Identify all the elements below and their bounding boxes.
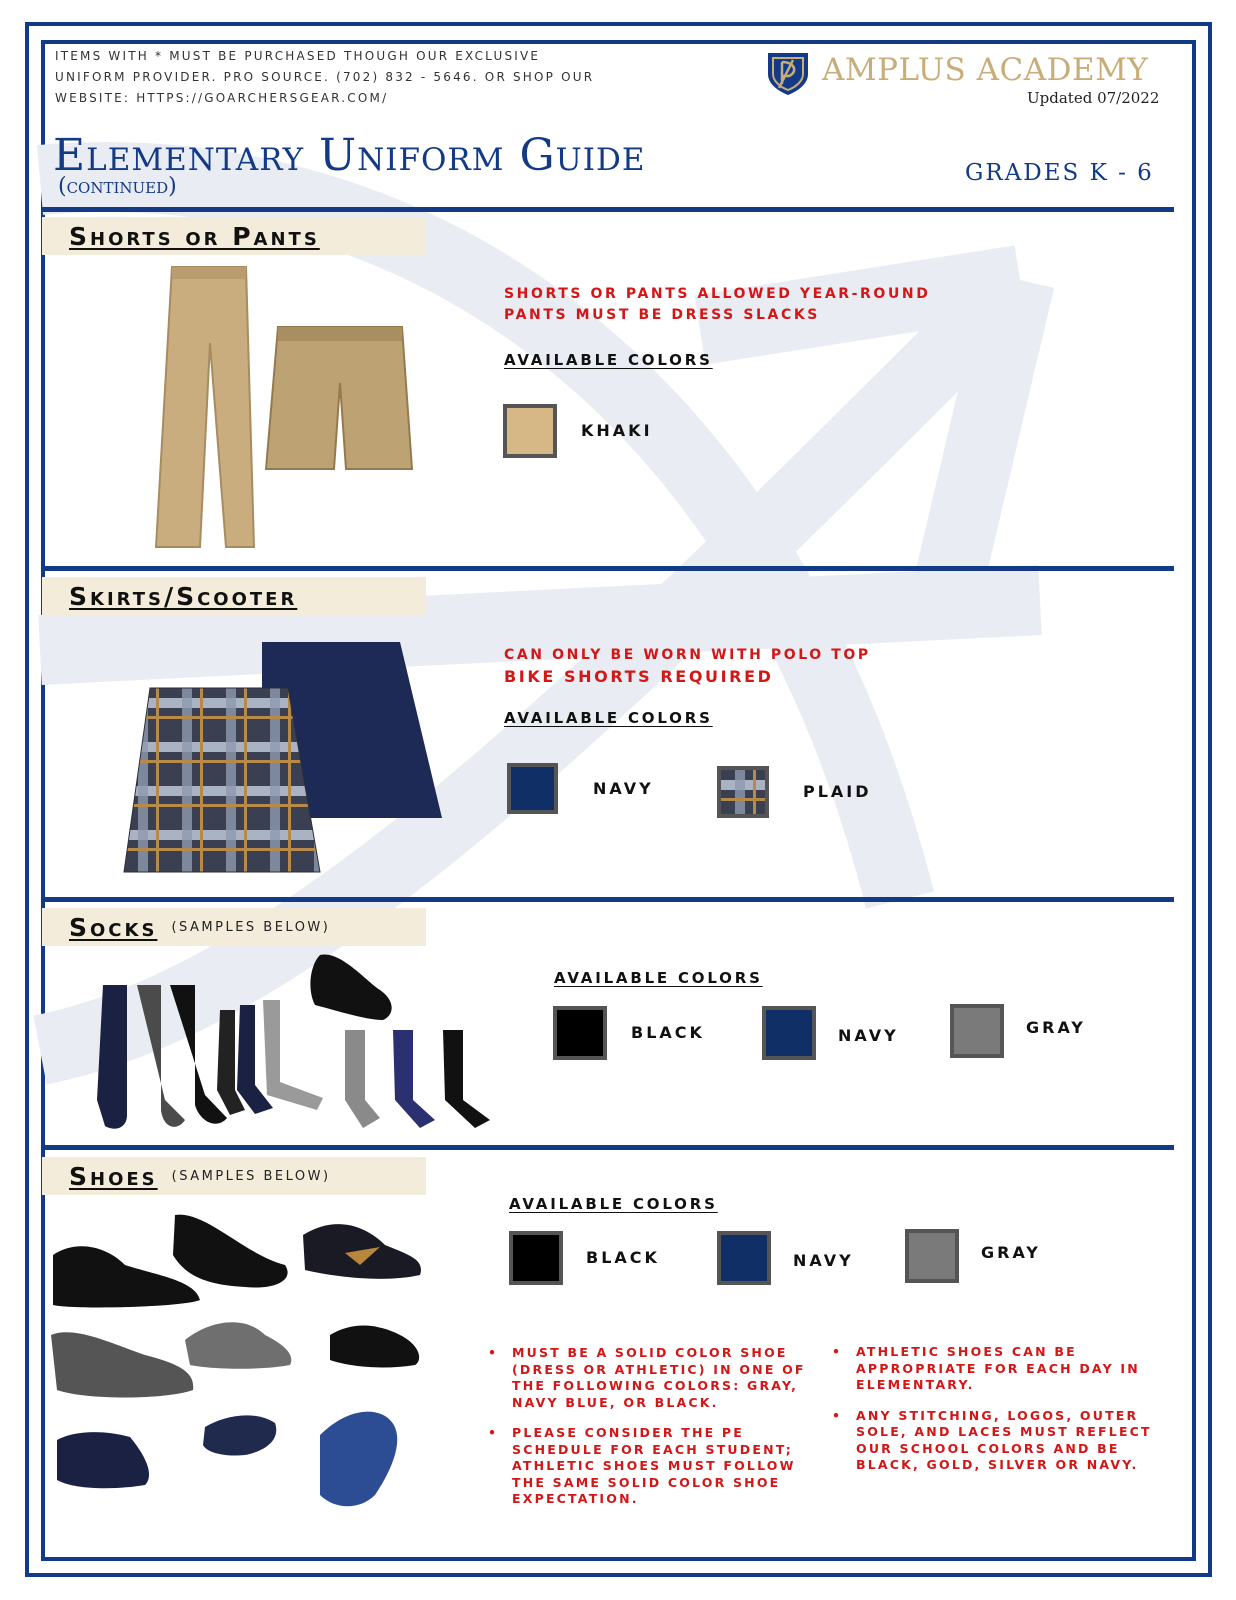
sock-samples-image — [95, 950, 495, 1135]
rule-text: BIKE SHORTS REQUIRED — [504, 667, 774, 686]
vendor-notice — [55, 46, 695, 109]
updated-date: Updated 07/2022 — [1027, 89, 1160, 107]
divider — [41, 207, 1174, 212]
section-title: Skirts/Scooter — [69, 581, 298, 611]
available-colors-label: AVAILABLE COLORS — [509, 1195, 718, 1213]
khaki-pants-shorts-image — [150, 263, 420, 553]
rule-bullet: • ANY STITCHING, LOGOS, OUTER SOLE, AND LACES MUST REFLECT OUR SCHOOL COLORS AND BE BLACK, GOLD, SILVER OR NAVY. — [832, 1408, 1162, 1474]
color-swatch-navy — [762, 1006, 816, 1060]
color-swatch-gray — [905, 1229, 959, 1283]
section-note: (SAMPLES BELOW) — [171, 1168, 331, 1184]
divider — [41, 566, 1174, 571]
section-header-shorts — [42, 217, 426, 255]
available-colors-label: AVAILABLE COLORS — [504, 709, 713, 727]
color-name: BLACK — [631, 1023, 705, 1042]
notice-line: WEBSITE: HTTPS://GOARCHERSGEAR.COM/ — [55, 91, 389, 105]
rule-text: PANTS MUST BE DRESS SLACKS — [504, 307, 820, 323]
color-swatch-gray — [950, 1004, 1004, 1058]
shoe-rules-right — [832, 1344, 1162, 1488]
color-name: KHAKI — [581, 421, 653, 440]
section-header-socks — [42, 908, 426, 946]
available-colors-label: AVAILABLE COLORS — [554, 969, 763, 987]
section-title: Socks — [69, 912, 158, 942]
shoe-rules-left — [488, 1345, 813, 1522]
academy-shield-icon — [765, 50, 811, 96]
rule-bullet: • MUST BE A SOLID COLOR SHOE (DRESS OR ATHLETIC) IN ONE OF THE FOLLOWING COLORS: GRAY, NAVY BLUE, OR BLACK. — [488, 1345, 813, 1411]
rule-bullet: • PLEASE CONSIDER THE PE SCHEDULE FOR EACH STUDENT; ATHLETIC SHOES MUST FOLLOW THE SAME SOLID COLOR SHOE EXPECTATION. — [488, 1425, 813, 1508]
color-name: GRAY — [981, 1243, 1041, 1262]
section-header-shoes — [42, 1157, 426, 1195]
notice-line: ITEMS WITH * MUST BE PURCHASED THOUGH OUR EXCLUSIVE — [55, 49, 541, 63]
color-swatch-black — [509, 1231, 563, 1285]
brand-name: AMPLUS ACADEMY — [822, 52, 1149, 88]
page-title: Elementary Uniform Guide — [53, 130, 646, 181]
color-name: PLAID — [803, 782, 872, 801]
color-name: NAVY — [838, 1026, 899, 1045]
section-title: Shorts or Pants — [69, 221, 320, 251]
color-name: NAVY — [593, 779, 654, 798]
section-title: Shoes — [69, 1161, 158, 1191]
plaid-and-navy-skirt-image — [120, 640, 450, 880]
rule-bullet: • ATHLETIC SHOES CAN BE APPROPRIATE FOR EACH DAY IN ELEMENTARY. — [832, 1344, 1162, 1394]
color-name: BLACK — [586, 1248, 660, 1267]
shoe-samples-image — [45, 1205, 465, 1525]
notice-line: UNIFORM PROVIDER. PRO SOURCE. (702) 832 - 5646. OR SHOP OUR — [55, 70, 595, 84]
rule-text: SHORTS OR PANTS ALLOWED YEAR-ROUND — [504, 286, 931, 302]
color-swatch-navy — [717, 1231, 771, 1285]
section-note: (SAMPLES BELOW) — [171, 919, 331, 935]
rule-text: CAN ONLY BE WORN WITH POLO TOP — [504, 647, 871, 663]
color-name: NAVY — [793, 1251, 854, 1270]
color-swatch-navy — [507, 763, 558, 814]
section-header-skirts — [42, 577, 426, 615]
divider — [41, 1145, 1174, 1150]
grades-label: GRADES K - 6 — [965, 160, 1154, 186]
divider — [41, 897, 1174, 902]
color-swatch-plaid — [717, 766, 769, 818]
available-colors-label: AVAILABLE COLORS — [504, 351, 713, 369]
color-swatch-black — [553, 1006, 607, 1060]
color-name: GRAY — [1026, 1018, 1086, 1037]
color-swatch-khaki — [503, 404, 557, 458]
page-subtitle: (continued) — [58, 174, 177, 199]
